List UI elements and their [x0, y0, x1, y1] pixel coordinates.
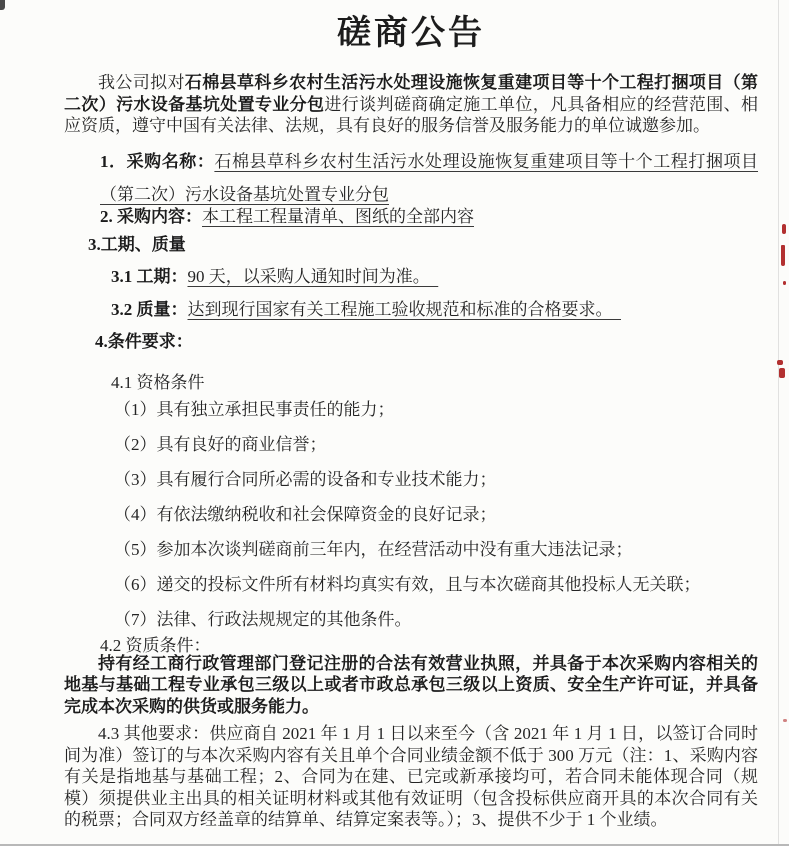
- red-ink-mark: [783, 281, 786, 285]
- qualification-item-1: （1）具有独立承担民事责任的能力；: [114, 399, 395, 419]
- qualification-item-3: （3）具有履行合同所必需的设备和专业技术能力；: [114, 469, 497, 489]
- other-requirements-label: 4.3 其他要求：: [98, 724, 210, 743]
- intro-project-name: 石棉县草科乡农村生活污水处理设施恢复重建项目等十个工程打捆项目（第二次）污水设备基坑处置专业分包: [64, 73, 759, 114]
- page-title: 磋商公告: [337, 15, 485, 52]
- qualification-item-6: （6）递交的投标文件所有材料均真实有效，且与本次磋商其他投标人无关联；: [114, 574, 701, 594]
- intro-suffix: 进行谈判磋商确定施工单位，凡具备相应的经营范围、相应资质，遵守中国有关法律、法规，具有良好的服务信誉及服务能力的单位诚邀参加。: [64, 94, 759, 135]
- purchase-name-label: 1．采购名称：: [100, 151, 215, 171]
- purchase-content-value: 本工程工程量清单、图纸的全部内容: [202, 206, 474, 226]
- section-3-1-duration: [111, 266, 758, 288]
- section-3-2-quality: [111, 299, 758, 321]
- section-4-1-heading: 4.1 资格条件: [111, 372, 205, 392]
- scan-corner-smudge: [0, 0, 5, 10]
- credential-requirement-paragraph: 持有经工商行政管理部门登记注册的合法有效营业执照，并具备于本次采购内容相关的地基与基础工程专业承包三级以上或者市政总承包三级以上资质、安全生产许可证，并具备完成本次采购的供货或服务能力。: [64, 653, 758, 716]
- quality-label: 3.2 质量：: [111, 299, 188, 319]
- other-requirements-paragraph: [64, 723, 758, 831]
- section-4-heading: 4.条件要求：: [95, 331, 193, 351]
- duration-label: 3.1 工期：: [111, 266, 188, 286]
- qualification-item-7: （7）法律、行政法规规定的其他条件。: [114, 609, 412, 629]
- red-ink-mark: [779, 368, 785, 378]
- purchase-content-label: 2. 采购内容：: [100, 206, 202, 226]
- duration-value: 90 天，以采购人通知时间为准。: [187, 266, 439, 286]
- section-4-2-heading: 4.2 资质条件：: [100, 635, 211, 655]
- purchase-content-item: [100, 206, 758, 228]
- purchase-name-item: [100, 145, 758, 211]
- intro-prefix: 我公司拟对: [98, 73, 185, 92]
- section-3-heading: 3.工期、质量: [88, 234, 186, 254]
- red-ink-mark: [777, 360, 783, 365]
- red-ink-mark: [782, 224, 786, 234]
- red-ink-mark: [783, 719, 787, 722]
- document-content: [64, 10, 758, 831]
- qualification-item-2: （2）具有良好的商业信誉；: [114, 434, 327, 454]
- other-requirements-body: 供应商自 2021 年 1 月 1 日以来至今（含 2021 年 1 月 1 日，以签订合同时间为准）签订的与本次采购内容有关且单个合同业绩金额不低于 300 万元（注：1、采购内容有关是指地基与基础工程；2、合同为在建、已完或新承接均可，若合同未能体现合同（规模）须提供业主出具的相关证明材料或其他有效证明（包含投标供应商开具的本次合同有关的税票；合同双方经盖章的结算单、结算定案表等。）；3、提供不少于 1 个业绩。: [64, 724, 759, 829]
- intro-paragraph: [64, 72, 758, 137]
- red-ink-mark: [781, 245, 785, 266]
- quality-value: 达到现行国家有关工程施工验收规范和标准的合格要求。: [187, 299, 621, 319]
- qualification-item-4: （4）有依法缴纳税收和社会保障资金的良好记录；: [114, 504, 497, 524]
- scan-edge-line: [778, 0, 779, 846]
- qualification-item-5: （5）参加本次谈判磋商前三年内，在经营活动中没有重大违法记录；: [114, 539, 633, 559]
- purchase-name-value: 石棉县草科乡农村生活污水处理设施恢复重建项目等十个工程打捆项目（第二次）污水设备基坑处置专业分包: [100, 151, 759, 204]
